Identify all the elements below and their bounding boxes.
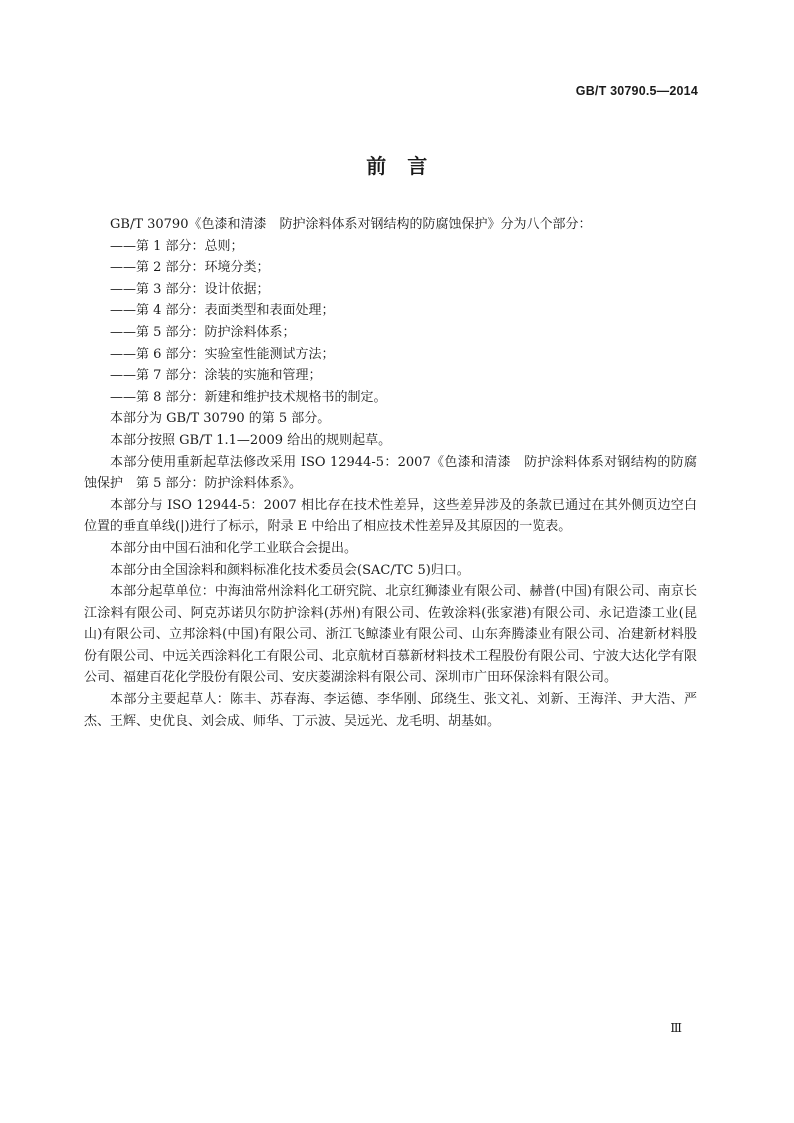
- adoption-paragraph: 本部分使用重新起草法修改采用 ISO 12944-5：2007《色漆和清漆 防护涂料体系对钢结构的防腐蚀保护 第 5 部分：防护涂料体系》。: [84, 454, 697, 492]
- list-item: ——第 5 部分：防护涂料体系；: [110, 324, 296, 340]
- list-item: ——第 1 部分：总则；: [110, 238, 244, 254]
- list-item: ——第 3 部分：设计依据；: [110, 281, 270, 297]
- list-item: ——第 6 部分：实验室性能测试方法；: [110, 346, 335, 362]
- drafters-paragraph: 本部分主要起草人：陈丰、苏春海、李运德、李华刚、邱绕生、张文礼、刘新、王海洋、尹大浩、严杰、王辉、史优良、刘会成、师华、丁示波、吴远光、龙毛明、胡基如。: [84, 692, 697, 729]
- page-title: 前 言: [366, 154, 428, 178]
- differences-paragraph: 本部分与 ISO 12944-5：2007 相比存在技术性差异，这些差异涉及的条款已通过在其外侧页边空白位置的垂直单线(|)进行了标示，附录 E 中给出了相应技术性差异及其原因的一览表。: [84, 497, 697, 535]
- this-part-paragraph: 本部分为 GB/T 30790 的第 5 部分。: [110, 411, 331, 427]
- proposed-by-paragraph: 本部分由中国石油和化学工业联合会提出。: [110, 540, 358, 556]
- drafting-rules-paragraph: 本部分按照 GB/T 1.1—2009 给出的规则起草。: [110, 432, 392, 448]
- drafting-units-paragraph: 本部分起草单位：中海油常州涂料化工研究院、北京红狮漆业有限公司、赫普(中国)有限公司、南京长江涂料有限公司、阿克苏诺贝尔防护涂料(苏州)有限公司、佐敦涂料(张家港)有限公司、永记造漆工业(昆山)有限公司、立邦涂料(中国)有限公司、浙江飞鲸漆业有限公司、山东奔腾漆业有限公司、冶建新材料股份有限公司、中远关西涂料化工有限公司、北京航材百慕新材料技术工程股份有限公司、宁波大达化学有限公司、福建百花化学股份有限公司、安庆菱湖涂料有限公司、深圳市广田环保涂料有限公司。: [84, 584, 697, 686]
- list-item: ——第 8 部分：新建和维护技术规格书的制定。: [110, 389, 387, 405]
- list-item: ——第 4 部分：表面类型和表面处理；: [110, 303, 335, 319]
- foreword-body: [84, 214, 697, 732]
- list-item: ——第 2 部分：环境分类；: [110, 260, 270, 276]
- centralized-by-paragraph: 本部分由全国涂料和颜料标准化技术委员会(SAC/TC 5)归口。: [110, 562, 470, 578]
- list-item: ——第 7 部分：涂装的实施和管理；: [110, 368, 322, 384]
- standard-code: GB/T 30790.5—2014: [575, 84, 698, 98]
- intro-paragraph: GB/T 30790《色漆和清漆 防护涂料体系对钢结构的防腐蚀保护》分为八个部分：: [110, 217, 592, 232]
- page-number: Ⅲ: [670, 1021, 682, 1035]
